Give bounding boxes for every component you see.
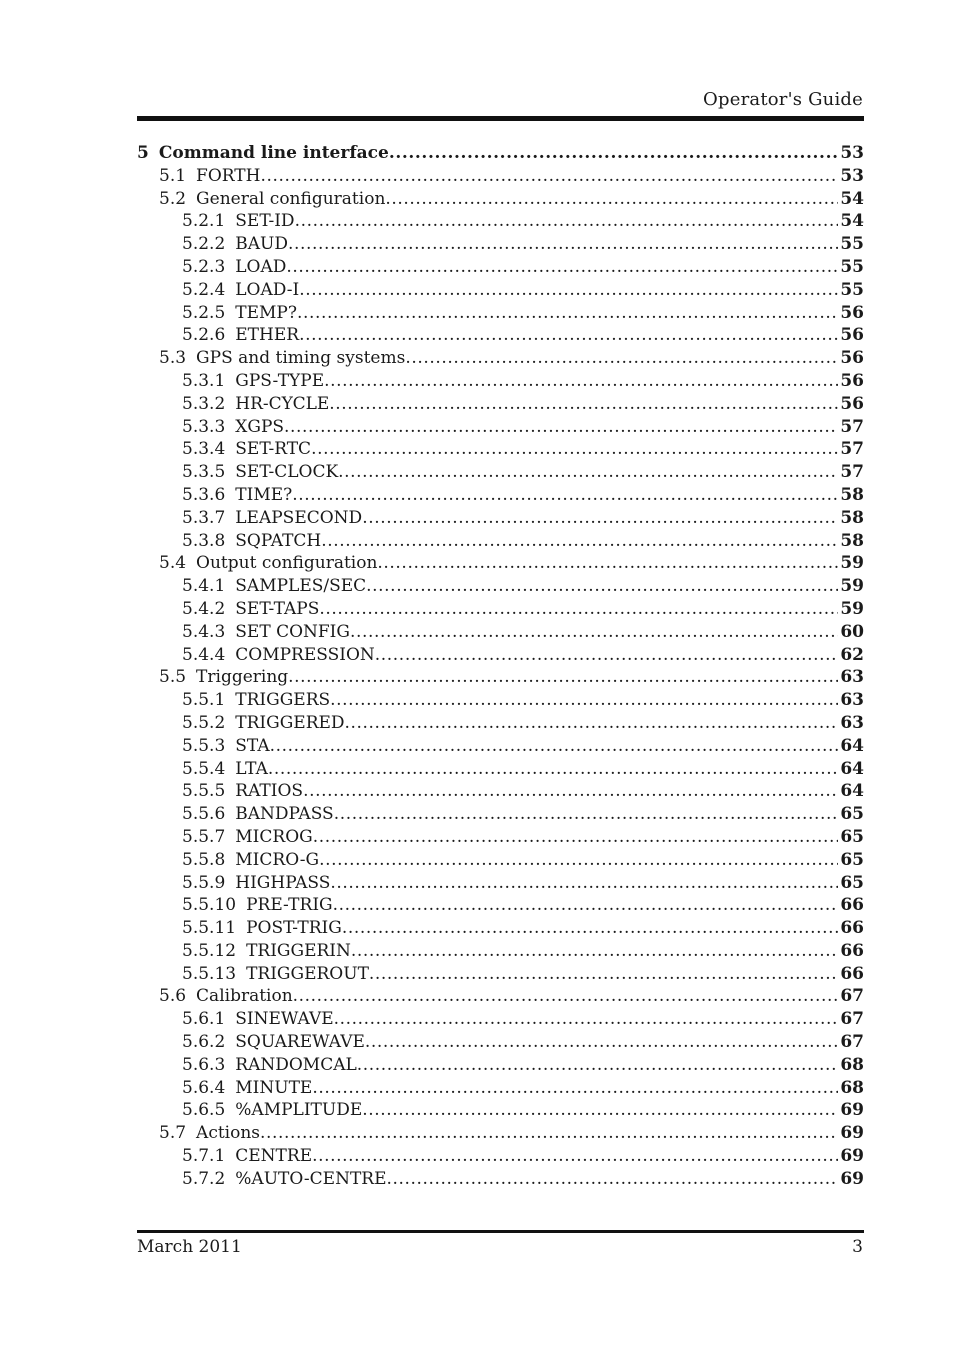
toc-entry-title: TRIGGEROUT — [246, 963, 369, 984]
toc-entry-page: 58 — [840, 484, 864, 505]
toc-entry-number: 5.7 — [159, 1123, 187, 1144]
footer-rule — [137, 1230, 864, 1233]
toc-entry-title: ETHER — [235, 325, 300, 346]
toc-entry-page: 66 — [840, 963, 864, 984]
toc-entry-title: Output configuration — [196, 553, 378, 574]
toc-dot-leader — [288, 233, 838, 256]
toc-dot-leader — [330, 872, 838, 895]
toc-entry-number: 5.5.4 — [182, 758, 226, 779]
toc-dot-leader — [362, 507, 838, 530]
toc-dot-leader — [334, 803, 839, 826]
toc-entry-number: 5.2.2 — [182, 234, 226, 255]
toc-entry-page: 68 — [840, 1054, 864, 1075]
toc-entry[interactable] — [137, 758, 864, 781]
toc-dot-leader — [311, 438, 838, 461]
toc-dot-leader — [405, 347, 838, 370]
toc-entry-title: HR-CYCLE — [235, 393, 330, 414]
toc-dot-leader — [288, 666, 838, 689]
toc-entry[interactable] — [137, 393, 864, 416]
toc-entry-title: PRE-TRIG — [246, 895, 333, 916]
toc-entry[interactable] — [137, 1168, 864, 1191]
toc-dot-leader — [377, 552, 838, 575]
toc-dot-leader — [321, 530, 838, 553]
toc-dot-leader — [284, 416, 838, 439]
toc-entry[interactable] — [137, 233, 864, 256]
toc-entry-title: LOAD — [235, 256, 287, 277]
toc-entry-title: TRIGGERS — [235, 690, 331, 711]
toc-dot-leader — [330, 689, 838, 712]
toc-entry-page: 58 — [840, 530, 864, 551]
toc-entry-page: 65 — [840, 872, 864, 893]
footer-date: March 2011 — [137, 1237, 242, 1257]
toc-entry-number: 5.6.4 — [182, 1077, 226, 1098]
toc-entry-title: SQPATCH — [235, 530, 322, 551]
toc-entry-page: 65 — [840, 804, 864, 825]
toc-entry-page: 59 — [840, 598, 864, 619]
toc-dot-leader — [312, 1077, 838, 1100]
toc-entry[interactable] — [137, 1054, 864, 1077]
toc-dot-leader — [260, 165, 838, 188]
toc-entry-page: 69 — [840, 1100, 864, 1121]
toc-entry-title: TEMP? — [235, 302, 297, 323]
toc-entry-title: LTA — [235, 758, 268, 779]
toc-entry-page: 60 — [840, 621, 864, 642]
toc-entry-page: 58 — [840, 507, 864, 528]
toc-entry-page: 53 — [840, 165, 864, 186]
toc-entry-number: 5.3.6 — [182, 484, 226, 505]
toc-entry[interactable] — [137, 803, 864, 826]
toc-entry-title: BANDPASS — [235, 804, 334, 825]
toc-entry[interactable] — [137, 621, 864, 644]
toc-entry-page: 69 — [840, 1168, 864, 1189]
toc-entry[interactable] — [137, 324, 864, 347]
toc-dot-leader — [303, 780, 838, 803]
toc-entry-number: 5.4 — [159, 553, 187, 574]
toc-entry-page: 57 — [840, 439, 864, 460]
toc-entry-number: 5.3.1 — [182, 370, 226, 391]
toc-entry[interactable] — [137, 872, 864, 895]
toc-dot-leader — [357, 1054, 839, 1077]
toc-entry-page: 55 — [840, 256, 864, 277]
toc-entry[interactable] — [137, 1099, 864, 1122]
toc-entry-page: 54 — [840, 188, 864, 209]
toc-entry-number: 5.3.3 — [182, 416, 226, 437]
toc-entry-number: 5.5.2 — [182, 712, 226, 733]
toc-entry[interactable] — [137, 370, 864, 393]
toc-entry[interactable] — [137, 826, 864, 849]
toc-entry-number: 5.4.2 — [182, 598, 226, 619]
toc-entry-number: 5.4.4 — [182, 644, 226, 665]
toc-entry-page: 67 — [840, 986, 864, 1007]
toc-entry-title: Command line interface — [158, 143, 389, 163]
toc-entry-number: 5.1 — [159, 165, 187, 186]
toc-entry[interactable] — [137, 780, 864, 803]
header-rule — [137, 116, 864, 121]
toc-entry-page: 66 — [840, 940, 864, 961]
toc-entry-number: 5.3.5 — [182, 462, 226, 483]
toc-entry-page: 63 — [840, 712, 864, 733]
toc-entry[interactable] — [137, 484, 864, 507]
toc-entry[interactable] — [137, 1145, 864, 1168]
toc-dot-leader — [369, 963, 838, 986]
toc-entry-title: SQUAREWAVE — [235, 1032, 365, 1053]
toc-dot-leader — [293, 985, 839, 1008]
toc-dot-leader — [324, 370, 838, 393]
toc-entry-title: BAUD — [235, 234, 288, 255]
toc-dot-leader — [342, 917, 839, 940]
toc-entry-number: 5.5 — [159, 667, 187, 688]
toc-entry-page: 69 — [840, 1146, 864, 1167]
toc-entry-number: 5.2.1 — [182, 211, 226, 232]
toc-entry-page: 62 — [840, 644, 864, 665]
toc-entry-number: 5.3.8 — [182, 530, 226, 551]
toc-entry-title: XGPS — [235, 416, 285, 437]
toc-dot-leader — [319, 849, 838, 872]
toc-entry-number: 5.2.3 — [182, 256, 226, 277]
toc-dot-leader — [312, 1145, 838, 1168]
toc-entry-title: SET-TAPS — [235, 598, 320, 619]
toc-dot-leader — [345, 712, 839, 735]
toc-entry-title: Triggering — [196, 667, 289, 688]
toc-entry-number: 5.5.6 — [182, 804, 226, 825]
toc-entry-number: 5.5.11 — [182, 918, 237, 939]
toc-entry-title: %AMPLITUDE — [235, 1100, 363, 1121]
toc-entry[interactable] — [137, 256, 864, 279]
toc-entry[interactable] — [137, 917, 864, 940]
toc-entry-title: RATIOS — [235, 781, 304, 802]
toc-dot-leader — [297, 302, 838, 325]
toc-dot-leader — [260, 1122, 838, 1145]
toc-entry-number: 5.6.5 — [182, 1100, 226, 1121]
toc-entry[interactable] — [137, 598, 864, 621]
toc-entry-number: 5.3.7 — [182, 507, 226, 528]
toc-entry-number: 5.5.7 — [182, 826, 226, 847]
toc-dot-leader — [329, 393, 838, 416]
table-of-contents — [137, 142, 864, 1191]
toc-entry-title: TRIGGERIN — [246, 940, 351, 961]
toc-dot-leader — [334, 1008, 839, 1031]
toc-entry-page: 59 — [840, 576, 864, 597]
toc-dot-leader — [286, 256, 838, 279]
toc-entry[interactable] — [137, 279, 864, 302]
toc-entry-title: MICROG — [235, 826, 313, 847]
toc-entry-number: 5.3.2 — [182, 393, 226, 414]
running-header-title: Operator's Guide — [703, 89, 863, 110]
toc-entry[interactable] — [137, 1122, 864, 1145]
toc-entry-title: LEAPSECOND — [235, 507, 363, 528]
toc-entry-page: 55 — [840, 279, 864, 300]
toc-entry-title: HIGHPASS — [235, 872, 331, 893]
toc-entry-title: SET-RTC — [235, 439, 312, 460]
toc-entry[interactable] — [137, 1077, 864, 1100]
toc-entry-page: 56 — [840, 325, 864, 346]
toc-entry[interactable] — [137, 849, 864, 872]
toc-entry[interactable] — [137, 507, 864, 530]
toc-entry-number: 5.6.2 — [182, 1032, 226, 1053]
toc-entry[interactable] — [137, 416, 864, 439]
toc-entry-title: FORTH — [196, 165, 261, 186]
toc-entry-page: 69 — [840, 1123, 864, 1144]
toc-entry-page: 67 — [840, 1032, 864, 1053]
toc-entry[interactable] — [137, 894, 864, 917]
toc-entry-number: 5.5.3 — [182, 735, 226, 756]
toc-entry-title: SINEWAVE — [235, 1009, 334, 1030]
toc-entry-title: TRIGGERED — [235, 712, 345, 733]
toc-dot-leader — [385, 188, 838, 211]
toc-dot-leader — [333, 894, 839, 917]
toc-entry-page: 56 — [840, 370, 864, 391]
toc-entry[interactable] — [137, 530, 864, 553]
toc-entry-page: 66 — [840, 918, 864, 939]
toc-dot-leader — [365, 1031, 838, 1054]
toc-entry-number: 5.5.9 — [182, 872, 226, 893]
toc-entry-page: 64 — [840, 781, 864, 802]
toc-entry-number: 5.4.1 — [182, 576, 226, 597]
toc-entry[interactable] — [137, 438, 864, 461]
toc-entry-title: SET CONFIG — [235, 621, 350, 642]
toc-entry-number: 5.6.1 — [182, 1009, 226, 1030]
toc-dot-leader — [292, 484, 838, 507]
toc-entry-page: 66 — [840, 895, 864, 916]
toc-entry[interactable] — [137, 188, 864, 211]
toc-entry-page: 57 — [840, 462, 864, 483]
toc-entry[interactable] — [137, 142, 864, 165]
toc-entry-title: Calibration — [196, 986, 293, 1007]
toc-entry[interactable] — [137, 575, 864, 598]
toc-entry-number: 5.2.6 — [182, 325, 226, 346]
toc-dot-leader — [270, 735, 839, 758]
toc-entry-number: 5.2.5 — [182, 302, 226, 323]
toc-entry-number: 5.6.3 — [182, 1054, 226, 1075]
toc-entry[interactable] — [137, 712, 864, 735]
toc-entry-page: 55 — [840, 234, 864, 255]
toc-entry[interactable] — [137, 689, 864, 712]
toc-entry[interactable] — [137, 347, 864, 370]
toc-entry-page: 56 — [840, 393, 864, 414]
toc-dot-leader — [375, 644, 839, 667]
toc-dot-leader — [387, 1168, 839, 1191]
toc-entry-number: 5.6 — [159, 986, 187, 1007]
toc-entry-page: 57 — [840, 416, 864, 437]
toc-dot-leader — [319, 598, 838, 621]
toc-entry-number: 5.7.2 — [182, 1168, 226, 1189]
toc-entry-title: GPS and timing systems — [196, 348, 406, 369]
toc-entry[interactable] — [137, 461, 864, 484]
toc-entry-number: 5 — [137, 143, 149, 163]
toc-entry-page: 65 — [840, 849, 864, 870]
toc-dot-leader — [351, 940, 838, 963]
toc-entry-title: STA — [235, 735, 270, 756]
toc-dot-leader — [366, 575, 838, 598]
toc-entry-title: %AUTO-CENTRE — [235, 1168, 387, 1189]
toc-entry-title: MINUTE — [235, 1077, 313, 1098]
toc-entry-page: 54 — [840, 211, 864, 232]
toc-entry-number: 5.5.5 — [182, 781, 226, 802]
toc-entry-page: 64 — [840, 758, 864, 779]
toc-entry-page: 63 — [840, 690, 864, 711]
toc-entry-number: 5.5.1 — [182, 690, 226, 711]
toc-dot-leader — [268, 758, 838, 781]
toc-entry[interactable] — [137, 165, 864, 188]
toc-entry-title: RANDOMCAL — [235, 1054, 357, 1075]
toc-entry-number: 5.3.4 — [182, 439, 226, 460]
toc-dot-leader — [299, 324, 838, 347]
toc-dot-leader — [389, 142, 839, 165]
toc-entry-title: General configuration — [196, 188, 386, 209]
toc-dot-leader — [362, 1099, 838, 1122]
toc-entry-title: POST-TRIG — [246, 918, 342, 939]
toc-entry-page: 68 — [840, 1077, 864, 1098]
toc-entry-title: TIME? — [235, 484, 293, 505]
toc-entry-title: COMPRESSION — [235, 644, 375, 665]
toc-entry-number: 5.7.1 — [182, 1146, 226, 1167]
toc-entry-title: GPS-TYPE — [235, 370, 325, 391]
toc-entry[interactable] — [137, 302, 864, 325]
toc-dot-leader — [350, 621, 838, 644]
toc-entry[interactable] — [137, 985, 864, 1008]
toc-entry[interactable] — [137, 940, 864, 963]
toc-entry-number: 5.4.3 — [182, 621, 226, 642]
toc-entry[interactable] — [137, 210, 864, 233]
toc-entry[interactable] — [137, 644, 864, 667]
toc-entry-number: 5.5.12 — [182, 940, 237, 961]
toc-entry-title: SET-ID — [235, 211, 295, 232]
toc-entry-number: 5.3 — [159, 348, 187, 369]
toc-entry-title: SAMPLES/SEC — [235, 576, 367, 597]
toc-entry-number: 5.5.13 — [182, 963, 237, 984]
toc-entry[interactable] — [137, 552, 864, 575]
toc-entry-page: 53 — [840, 143, 864, 163]
toc-entry[interactable] — [137, 1031, 864, 1054]
toc-entry-number: 5.5.8 — [182, 849, 226, 870]
toc-entry-page: 59 — [840, 553, 864, 574]
toc-entry-number: 5.2 — [159, 188, 187, 209]
toc-entry[interactable] — [137, 1008, 864, 1031]
toc-entry-title: Actions — [196, 1123, 261, 1144]
toc-entry-page: 63 — [840, 667, 864, 688]
toc-dot-leader — [295, 210, 839, 233]
toc-entry[interactable] — [137, 666, 864, 689]
toc-entry-page: 56 — [840, 302, 864, 323]
toc-entry[interactable] — [137, 963, 864, 986]
toc-entry[interactable] — [137, 735, 864, 758]
toc-dot-leader — [313, 826, 839, 849]
toc-entry-number: 5.5.10 — [182, 895, 237, 916]
toc-entry-title: LOAD-I — [235, 279, 300, 300]
toc-dot-leader — [299, 279, 838, 302]
toc-entry-title: SET-CLOCK — [235, 462, 339, 483]
toc-dot-leader — [338, 461, 838, 484]
toc-entry-page: 56 — [840, 348, 864, 369]
toc-entry-title: MICRO-G — [235, 849, 320, 870]
toc-entry-page: 65 — [840, 826, 864, 847]
footer-page-number: 3 — [852, 1237, 863, 1257]
toc-entry-page: 64 — [840, 735, 864, 756]
toc-entry-number: 5.2.4 — [182, 279, 226, 300]
toc-entry-title: CENTRE — [235, 1146, 313, 1167]
toc-entry-page: 67 — [840, 1009, 864, 1030]
